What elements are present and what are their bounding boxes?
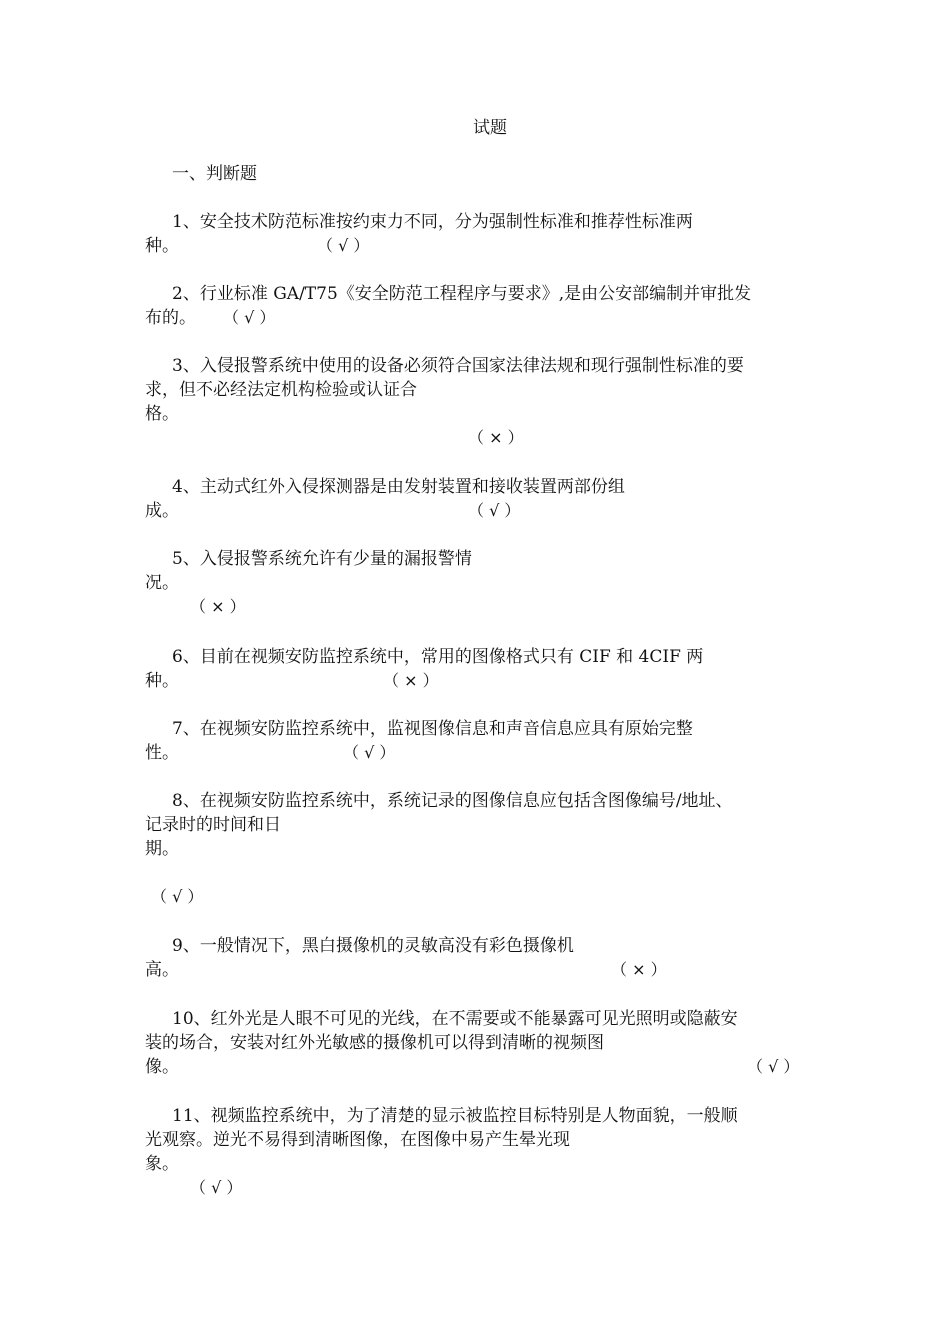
answer-mark: （ × ） — [611, 960, 667, 979]
question-11 — [145, 1104, 815, 1200]
question-text-line — [145, 499, 815, 523]
question-text-line: 3、入侵报警系统中使用的设备必须符合国家法律法规和现行强制性标准的要 — [172, 356, 744, 376]
question-text-line: 记录时的时间和日 — [145, 815, 281, 835]
question-text-line: 2、行业标准 GA/T75《安全防范工程程序与要求》,是由公安部编制并审批发 — [172, 284, 752, 304]
question-2 — [145, 282, 815, 330]
question-6 — [145, 645, 815, 693]
answer-mark: （ × ） — [468, 428, 524, 447]
answer-mark: （ √ ） — [468, 501, 521, 520]
answer-line — [145, 1176, 815, 1200]
answer-mark: （ × ） — [383, 671, 439, 690]
question-text-tail: 性。 — [145, 743, 179, 763]
question-4 — [145, 475, 815, 523]
question-text-tail: 种。 — [145, 236, 179, 256]
question-text-line — [145, 1055, 815, 1079]
question-text-line: 1、安全技术防范标准按约束力不同，分为强制性标准和推荐性标准两 — [172, 212, 693, 232]
answer-line — [145, 885, 815, 909]
page-title: 试题 — [473, 118, 507, 138]
answer-mark: （ √ ） — [151, 887, 204, 906]
question-3 — [145, 354, 815, 450]
question-text-line: 况。 — [145, 573, 179, 593]
question-text-line: 7、在视频安防监控系统中，监视图像信息和声音信息应具有原始完整 — [172, 719, 693, 739]
question-text-line: 11、视频监控系统中，为了清楚的显示被监控目标特别是人物面貌，一般顺 — [172, 1106, 738, 1126]
answer-mark: （ × ） — [190, 597, 246, 616]
question-text-line: 4、主动式红外入侵探测器是由发射装置和接收装置两部份组 — [172, 477, 625, 497]
answer-mark: （ √ ） — [343, 743, 396, 762]
question-text-tail: 种。 — [145, 671, 179, 691]
answer-line — [145, 426, 815, 450]
question-text-line: 6、目前在视频安防监控系统中，常用的图像格式只有 CIF 和 4CIF 两 — [172, 647, 704, 667]
question-text-line: 装的场合，安装对红外光敏感的摄像机可以得到清晰的视频图 — [145, 1033, 604, 1053]
question-text-line — [145, 234, 815, 258]
question-10 — [145, 1007, 815, 1079]
question-text-tail: 成。 — [145, 501, 179, 521]
question-text-line: 期。 — [145, 839, 179, 859]
question-9 — [145, 934, 815, 982]
question-text-line: 8、在视频安防监控系统中，系统记录的图像信息应包括含图像编号/地址、 — [172, 791, 733, 811]
answer-mark: （ √ ） — [223, 308, 276, 327]
question-text-line: 5、入侵报警系统允许有少量的漏报警情 — [172, 549, 472, 569]
question-1 — [145, 210, 815, 258]
question-text-line: 求，但不必经法定机构检验或认证合 — [145, 380, 417, 400]
question-text-line — [145, 741, 815, 765]
question-text-line: 10、红外光是人眼不可见的光线，在不需要或不能暴露可见光照明或隐蔽安 — [172, 1009, 738, 1029]
question-8 — [145, 789, 815, 909]
answer-mark: （ √ ） — [747, 1057, 800, 1076]
answer-mark: （ √ ） — [317, 236, 370, 255]
question-text-line: 象。 — [145, 1154, 179, 1174]
question-5 — [145, 547, 815, 619]
section-heading: 一、判断题 — [172, 164, 257, 184]
question-text-tail: 像。 — [145, 1057, 179, 1077]
question-text-line: 光观察。逆光不易得到清晰图像，在图像中易产生晕光现 — [145, 1130, 570, 1150]
question-text-line — [145, 958, 815, 982]
question-7 — [145, 717, 815, 765]
answer-line — [145, 595, 815, 619]
question-text-line: 9、一般情况下，黑白摄像机的灵敏高没有彩色摄像机 — [172, 936, 574, 956]
question-text-tail: 高。 — [145, 960, 179, 980]
question-text-tail: 布的。 — [145, 308, 196, 328]
question-text-line: 格。 — [145, 404, 179, 424]
answer-mark: （ √ ） — [190, 1178, 243, 1197]
question-text-line — [145, 306, 815, 330]
question-text-line — [145, 669, 815, 693]
